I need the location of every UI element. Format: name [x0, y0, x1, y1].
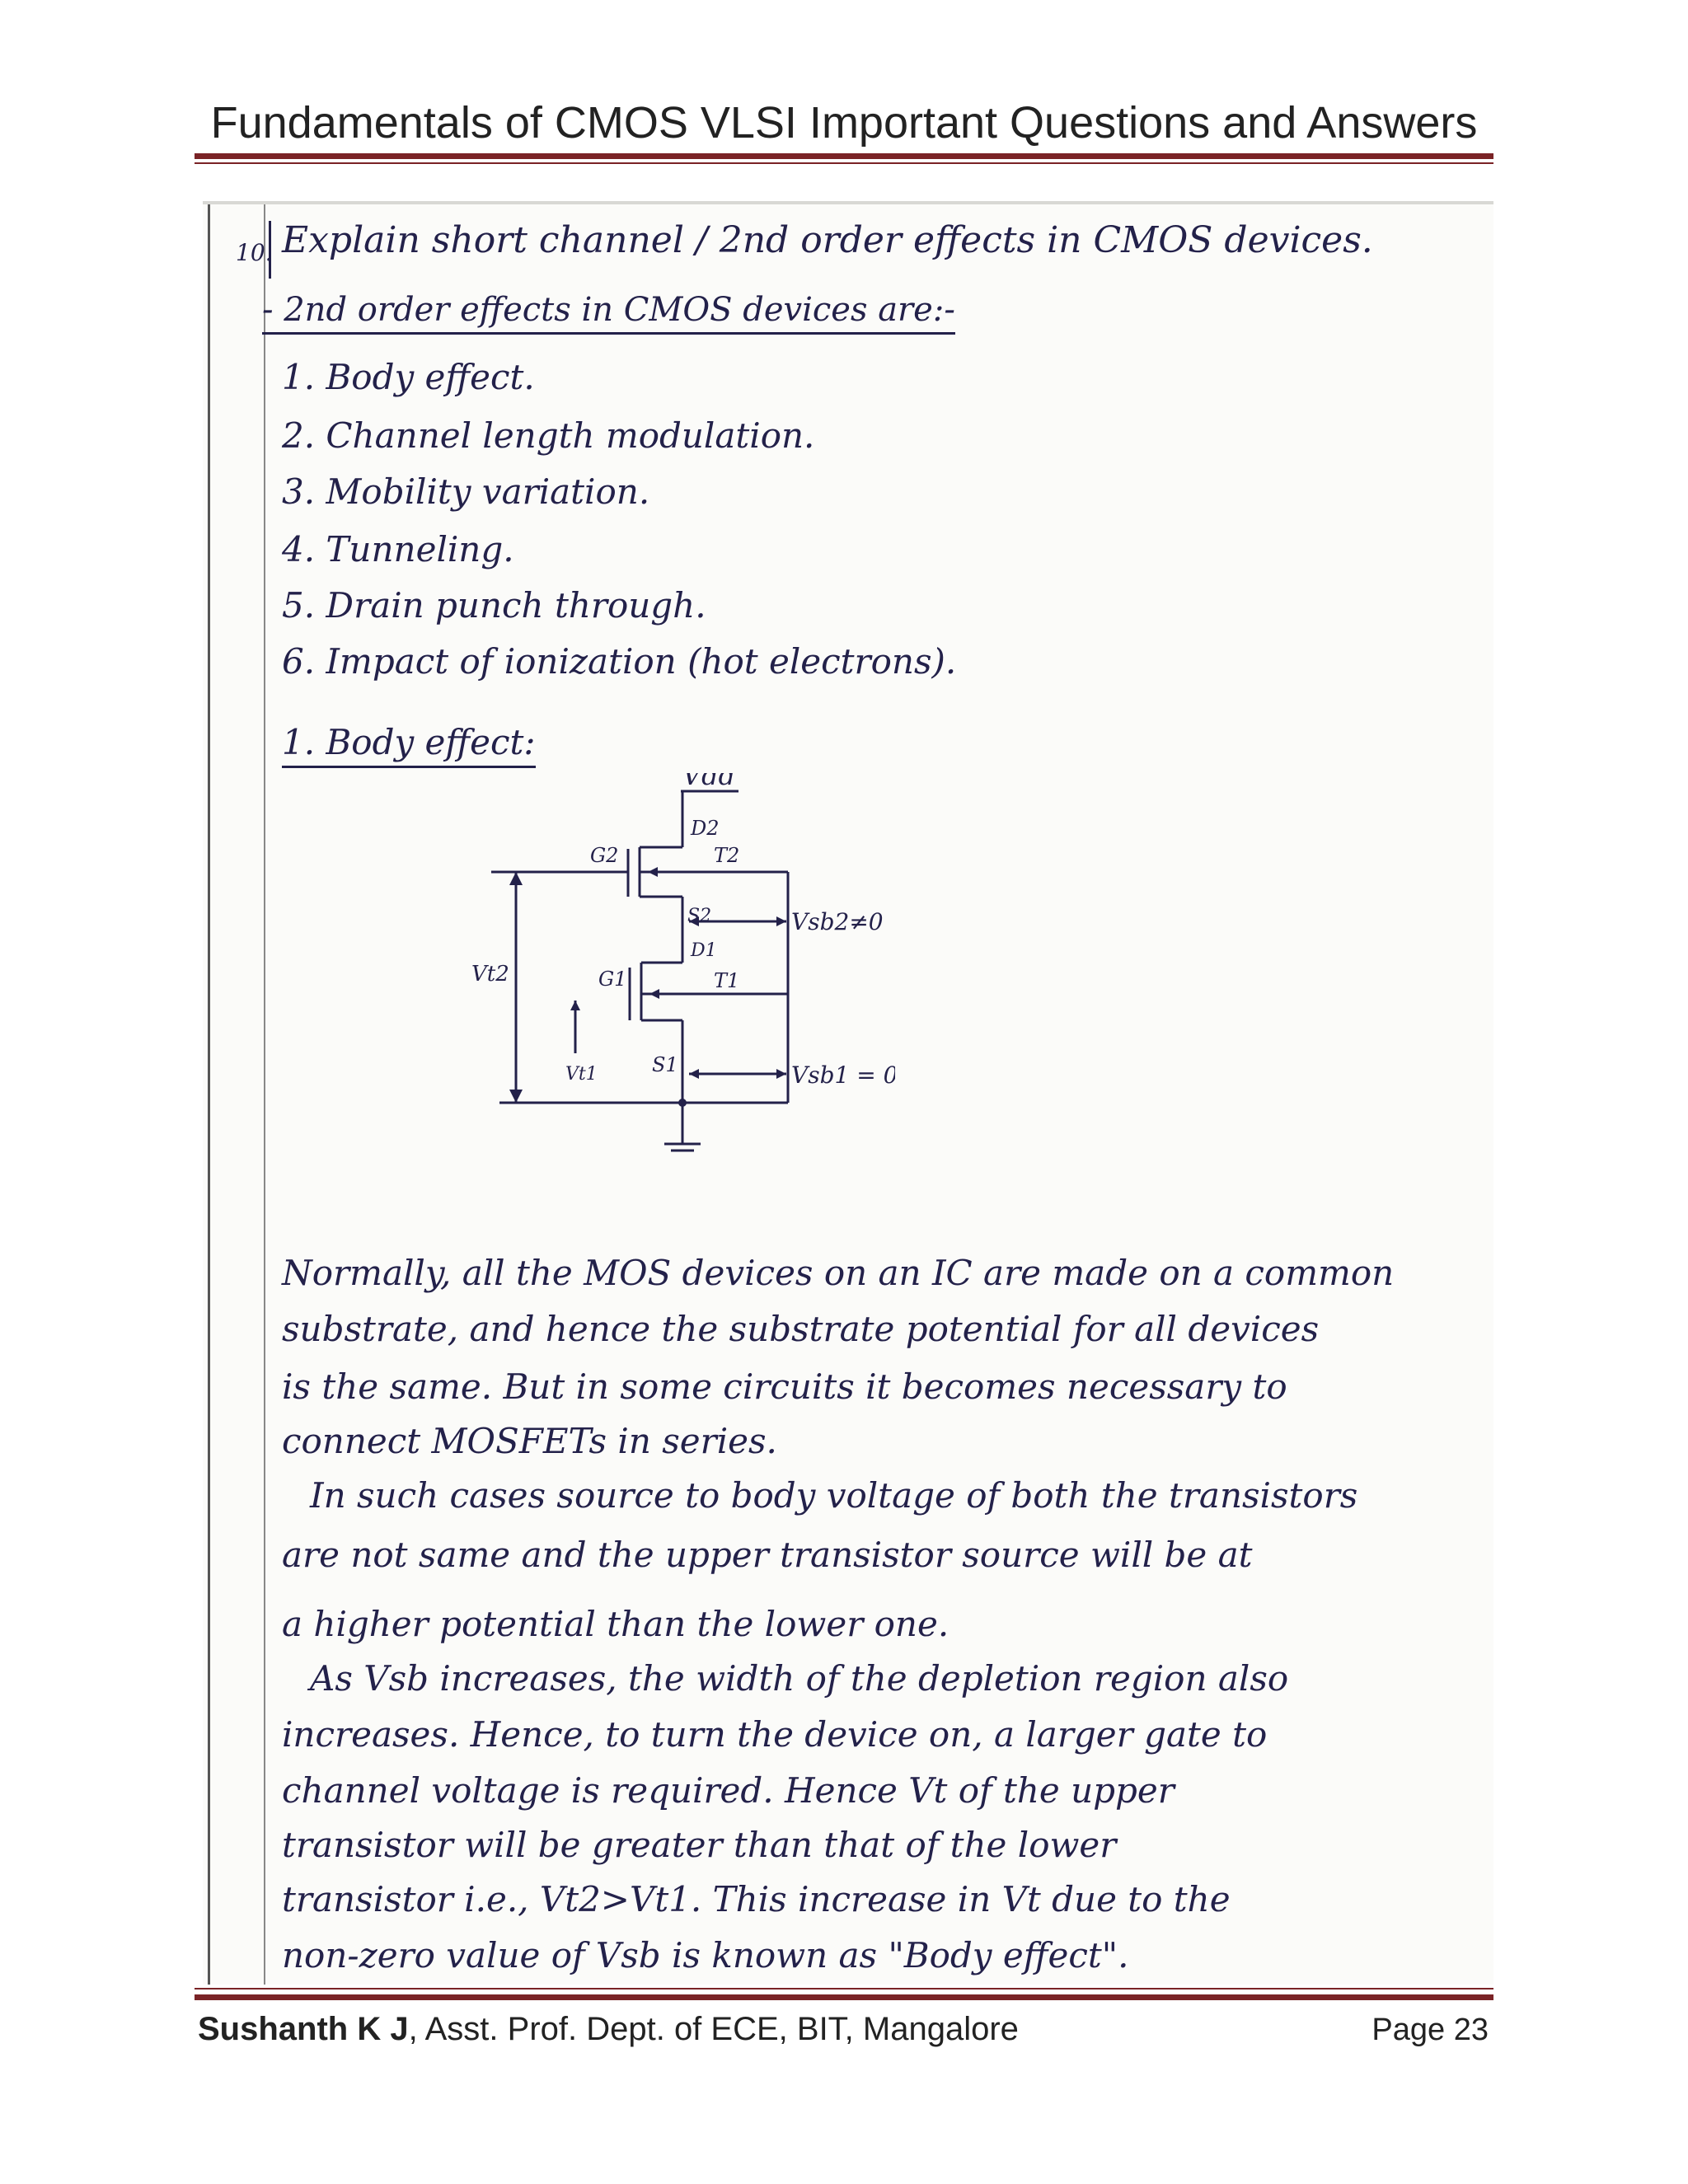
effect-item: 1. Body effect.: [282, 357, 535, 397]
body-line: In such cases source to body voltage of both the transistors: [310, 1475, 1358, 1516]
author-affiliation: , Asst. Prof. Dept. of ECE, BIT, Mangalore: [408, 2011, 1019, 2047]
page-header-title: Fundamentals of CMOS VLSI Important Questions and Answers: [210, 98, 1478, 148]
body-line: As Vsb increases, the width of the depletion region also: [310, 1658, 1289, 1699]
body-line: increases. Hence, to turn the device on, a larger gate to: [282, 1714, 1268, 1755]
t1-label: T1: [714, 969, 740, 992]
vt2-label: Vt2: [471, 962, 509, 987]
body-line: substrate, and hence the substrate potential for all devices: [282, 1309, 1320, 1349]
footer-author: [198, 2011, 1019, 2048]
vdd-label: Vdd: [682, 773, 736, 791]
vsb1-label: Vsb1 = 0: [791, 1062, 895, 1089]
s2-label: S2: [687, 906, 712, 926]
effect-item: 4. Tunneling.: [282, 529, 514, 569]
author-name: Sushanth K J: [198, 2011, 409, 2047]
margin-line-inner: [264, 204, 265, 1985]
effect-item: 5. Drain punch through.: [282, 585, 706, 626]
handwritten-scan: [203, 201, 1493, 1985]
g2-label: G2: [590, 844, 619, 867]
question-number: 10.: [236, 239, 273, 266]
answer-intro: - 2nd order effects in CMOS devices are:-: [262, 291, 955, 335]
body-line: a higher potential than the lower one.: [282, 1604, 950, 1644]
effect-item: 3. Mobility variation.: [282, 471, 650, 512]
question-text: Explain short channel / 2nd order effects in CMOS devices.: [282, 219, 1373, 261]
section-heading: 1. Body effect:: [282, 722, 536, 768]
body-effect-circuit: [467, 773, 895, 1251]
header-rule: [195, 153, 1493, 159]
body-line: channel voltage is required. Hence Vt of the upper: [282, 1770, 1175, 1811]
header-rule-thin: [195, 162, 1493, 164]
body-line: connect MOSFETs in series.: [282, 1421, 777, 1461]
footer-rule: [195, 1994, 1493, 2000]
footer-rule-thin: [195, 1988, 1493, 1990]
body-line: is the same. But in some circuits it becomes necessary to: [282, 1366, 1287, 1407]
body-line: Normally, all the MOS devices on an IC are made on a common: [282, 1253, 1395, 1293]
body-line: transistor i.e., Vt2>Vt1. This increase in Vt due to the: [282, 1879, 1231, 1919]
body-line: non-zero value of Vsb is known as "Body effect".: [282, 1935, 1129, 1975]
body-line: are not same and the upper transistor source will be at: [282, 1535, 1253, 1575]
effect-item: 2. Channel length modulation.: [282, 415, 815, 456]
d2-label: D2: [691, 817, 720, 840]
effect-item: 6. Impact of ionization (hot electrons).: [282, 641, 957, 682]
vt1-label: Vt1: [565, 1064, 598, 1085]
margin-line: [208, 204, 210, 1985]
g1-label: G1: [598, 968, 627, 991]
body-line: transistor will be greater than that of the lower: [282, 1825, 1117, 1865]
t2-label: T2: [714, 844, 740, 867]
page-number: Page 23: [1372, 2013, 1489, 2047]
d1-label: D1: [691, 940, 717, 961]
s1-label: S1: [652, 1053, 678, 1076]
vsb2-label: Vsb2≠0: [791, 908, 884, 935]
circuit-diagram: [467, 773, 895, 1251]
